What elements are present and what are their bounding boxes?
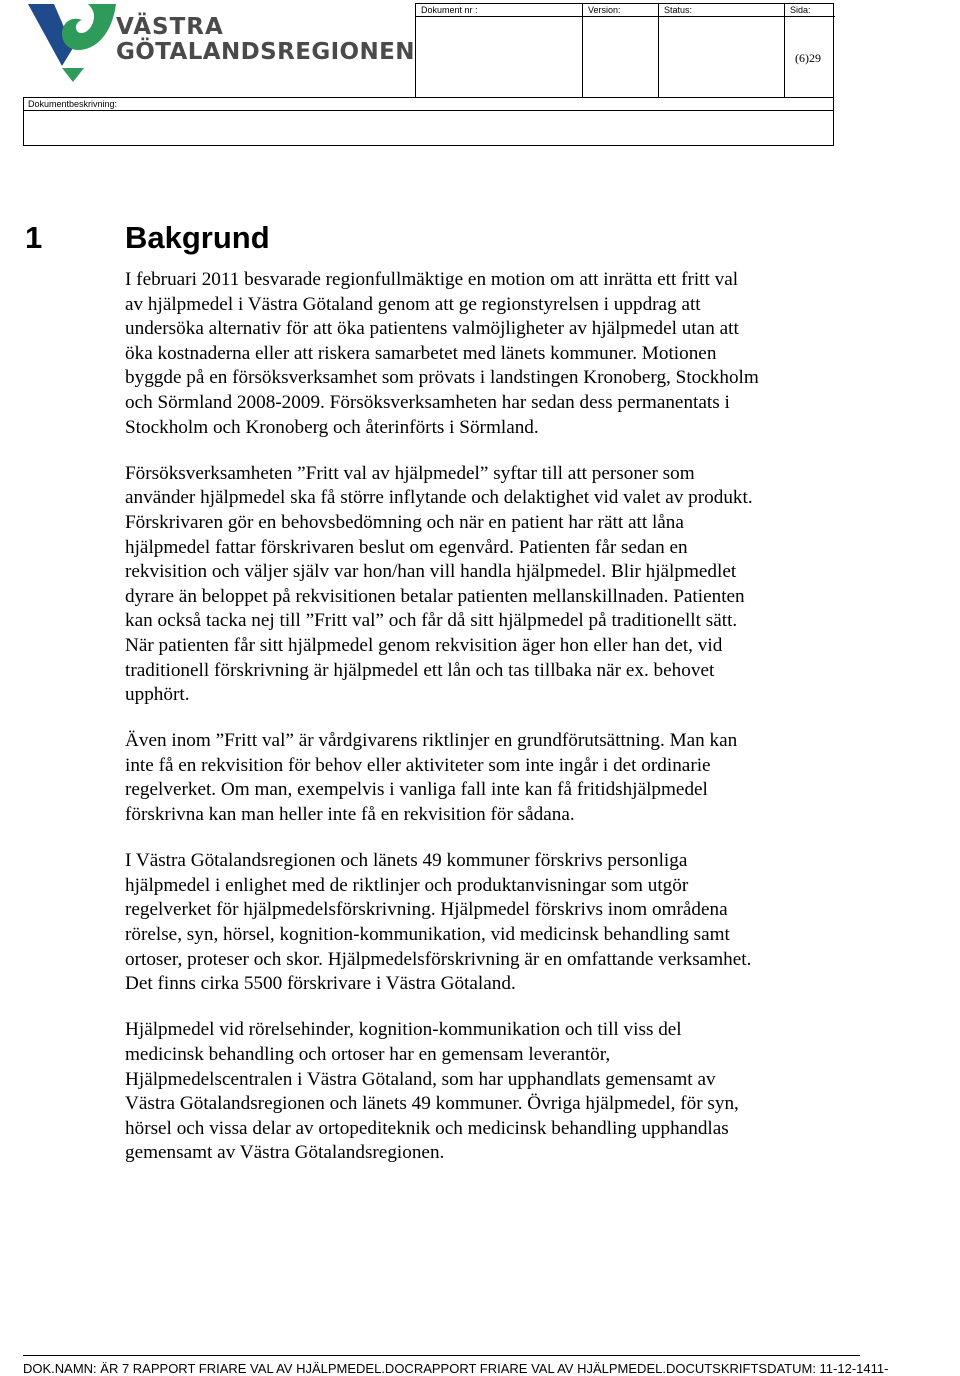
version-label: Version:	[583, 4, 658, 17]
status-cell	[658, 4, 784, 97]
text-line: Hjälpmedel vid rörelsehinder, kognition-kommunikation och till viss del	[125, 1019, 682, 1041]
version-cell	[582, 4, 658, 97]
vgr-logo-mark-icon	[28, 4, 118, 82]
text-line: Stockholm och Kronoberg och återinförts i Sörmland.	[125, 416, 539, 438]
text-line: rörelse, syn, hörsel, kognition-kommunikation, vid medicinsk behandling samt	[125, 924, 730, 946]
text-line: rekvisition och väljer själv var hon/han vill handla hjälpmedel. Blir hjälpmedlet	[125, 561, 737, 583]
status-label: Status:	[659, 4, 784, 17]
logo-line-1: VÄSTRA	[116, 14, 224, 40]
text-line: I februari 2011 besvarade regionfullmäktige en motion om att inrätta ett fritt val	[125, 269, 739, 290]
doc-number-cell	[416, 4, 582, 97]
text-line: inte få en rekvisition för behov eller aktiviteter som inte ingår i det ordinarie	[125, 754, 711, 776]
logo-line-2: GÖTALANDSREGIONEN	[116, 39, 415, 65]
text-line: Västra Götalandsregionen och länets 49 kommuner. Övriga hjälpmedel, för syn,	[125, 1093, 739, 1115]
text-line: regelverket för hjälpmedelsförskrivning. Hjälpmedel förskrivs inom områdena	[125, 899, 728, 921]
text-line: byggde på en försöksverksamhet som prövats i landstingen Kronoberg, Stockholm	[125, 367, 759, 389]
footer-divider	[23, 1355, 860, 1356]
document-description-box	[23, 97, 834, 146]
text-line: hjälpmedel i enlighet med de riktlinjer och produktanvisningar som utgör	[125, 874, 689, 896]
footer-document-name: DOK.NAMN: ÄR 7 RAPPORT FRIARE VAL AV HJÄLPMEDEL.DOCRAPPORT FRIARE VAL AV HJÄLPMEDEL.DOCUTSKRIFTSDATUM: 11-12-1411-	[23, 1361, 889, 1376]
text-line: upphört.	[125, 684, 190, 706]
vgr-logo	[28, 4, 415, 84]
text-line: Även inom ”Fritt val” är vårdgivarens riktlinjer en grundförutsättning. Man kan	[125, 730, 738, 752]
paragraph	[125, 1018, 845, 1166]
paragraph	[125, 268, 845, 440]
text-line: I Västra Götalandsregionen och länets 49 kommuner förskrivs personliga	[125, 850, 688, 872]
paragraph	[125, 849, 845, 997]
description-label: Dokumentbeskrivning:	[24, 98, 833, 111]
text-line: Försöksverksamheten ”Fritt val av hjälpmedel” syftar till att personer som	[125, 462, 695, 484]
text-line: undersöka alternativ för att öka patientens valmöjligheter av hjälpmedel utan att	[125, 318, 739, 340]
text-line: kan också tacka nej till ”Fritt val” och får då sitt hjälpmedel på traditionellt sätt.	[125, 610, 738, 632]
text-line: förskrivna kan man heller inte få en rekvisition för sådana.	[125, 804, 575, 826]
page-label: Sida:	[785, 4, 835, 17]
text-line: öka kostnaderna eller att riskera samarbetet med länets kommuner. Motionen	[125, 342, 717, 364]
page-cell	[784, 4, 835, 97]
paragraph	[125, 462, 845, 708]
paragraph	[125, 729, 845, 827]
text-line: använder hjälpmedel ska få större inflytande och delaktighet vid valet av produkt.	[125, 487, 753, 509]
text-line: hörsel och vissa delar av ortopediteknik och medicinsk behandling upphandlas	[125, 1117, 729, 1139]
document-header-table	[415, 3, 834, 98]
text-line: Hjälpmedelscentralen i Västra Götaland, som har upphandlats gemensamt av	[125, 1068, 716, 1090]
text-line: dyrare än beloppet på rekvisitionen betalar patienten mellanskillnaden. Patienten	[125, 585, 745, 607]
text-line: regelverket. Om man, exempelvis i vanliga fall inte kan få fritidshjälpmedel	[125, 779, 708, 801]
doc-number-label: Dokument nr :	[416, 4, 582, 17]
text-line: traditionell förskrivning är hjälpmedel ett lån och tas tillbaka när ex. behovet	[125, 659, 715, 681]
section-number: 1	[25, 220, 43, 255]
text-line: gemensamt av Västra Götalandsregionen.	[125, 1142, 445, 1164]
text-line: av hjälpmedel i Västra Götaland genom att ge regionstyrelsen i uppdrag att	[125, 293, 701, 315]
text-line: och Sörmland 2008-2009. Försöksverksamheten har sedan dess permanentats i	[125, 391, 730, 413]
section-title: Bakgrund	[125, 220, 270, 255]
page-number: (6)29	[795, 51, 821, 65]
text-line: ortoser, proteser och skor. Hjälpmedelsförskrivning är en omfattande verksamhet.	[125, 948, 752, 970]
text-line: medicinsk behandling och ortoser har en gemensam leverantör,	[125, 1044, 611, 1065]
body-text	[125, 268, 845, 1188]
text-line: När patienten får sitt hjälpmedel genom rekvisition äger hon eller han det, vid	[125, 634, 723, 656]
text-line: Det finns cirka 5500 förskrivare i Västra Götaland.	[125, 973, 516, 995]
text-line: hjälpmedel fattar förskrivaren beslut om egenvård. Patienten får sedan en	[125, 536, 688, 558]
text-line: Förskrivaren gör en behovsbedömning och när en patient har rätt att låna	[125, 511, 684, 533]
